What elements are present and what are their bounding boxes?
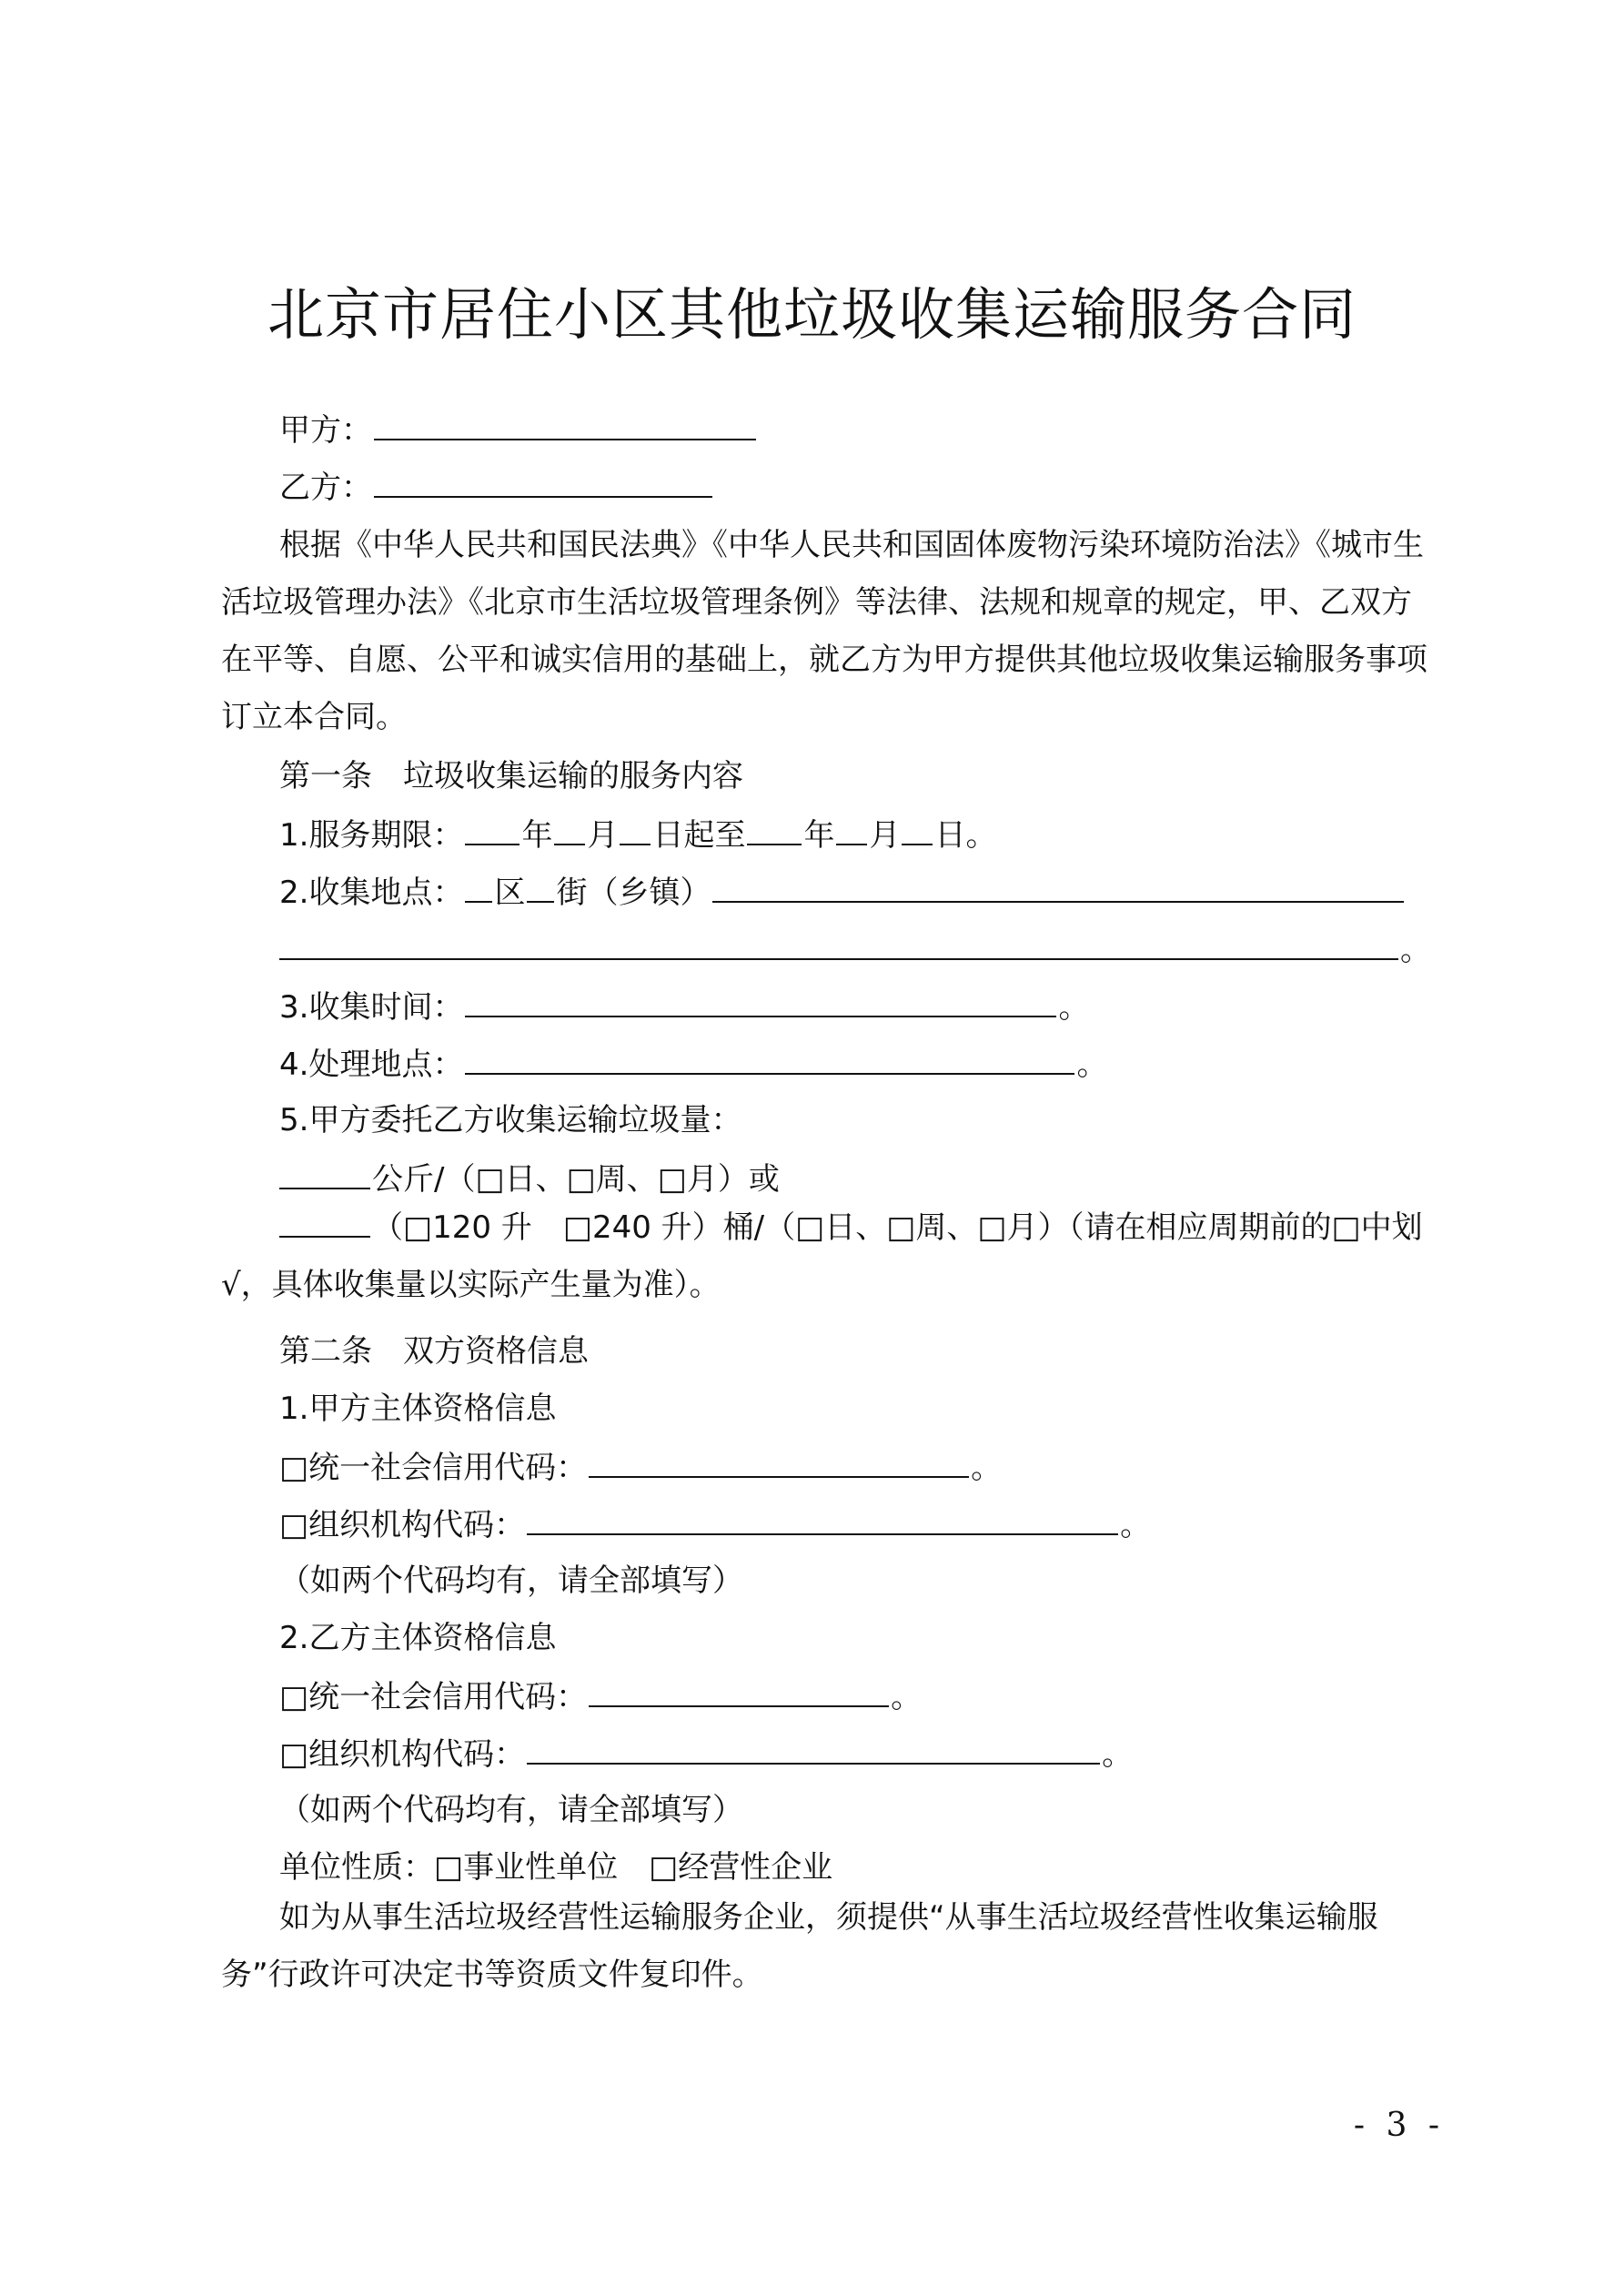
party-a-note: （如两个代码均有，请全部填写）	[279, 1563, 743, 1599]
start-year-blank[interactable]	[465, 813, 519, 845]
party-a-credit-code-blank[interactable]	[589, 1445, 969, 1478]
kg-quantity-blank[interactable]	[279, 1157, 370, 1189]
start-month-blank[interactable]	[554, 813, 585, 845]
period-text: 。	[1076, 1047, 1108, 1083]
service-term-line	[279, 813, 996, 856]
day-end-text: 日。	[934, 817, 997, 854]
period-text: 。	[1102, 1736, 1134, 1773]
party-b-info-heading: 2.乙方主体资格信息	[279, 1620, 557, 1656]
party-a-info-heading: 1.甲方主体资格信息	[279, 1391, 557, 1427]
party-a-org-code-blank[interactable]	[527, 1502, 1118, 1535]
party-b-label: 乙方：	[279, 470, 372, 506]
period-text: 。	[1058, 989, 1090, 1026]
party-b-note: （如两个代码均有，请全部填写）	[279, 1792, 743, 1828]
document-title: 北京市居住小区其他垃圾收集运输服务合同	[267, 281, 1357, 348]
address-continuation-line	[279, 927, 1431, 971]
period-text: 。	[891, 1679, 923, 1715]
org-code-label: □组织机构代码：	[279, 1507, 526, 1543]
kg-line-text: 公斤/（□日、□周、□月）或	[372, 1161, 780, 1198]
district-text: 区	[494, 875, 526, 911]
intro-paragraph: 根据《中华人民共和国民法典》《中华人民共和国固体废物污染环境防治法》《城市生活垃圾管理办法》《北京市生活垃圾管理条例》等法律、法规和规章的规定，甲、乙双方在平等、自愿、公平和诚实信用的基础上，就乙方为甲方提供其他垃圾收集运输服务事项订立本合同。	[221, 527, 1427, 735]
bucket-quantity-paragraph	[221, 1199, 1436, 1314]
start-day-blank[interactable]	[620, 813, 651, 845]
disposal-location-label: 4.处理地点：	[279, 1047, 464, 1083]
street-blank[interactable]	[527, 870, 554, 903]
month-text: 月	[587, 817, 619, 854]
end-day-blank[interactable]	[902, 813, 933, 845]
collection-time-label: 3.收集时间：	[279, 989, 464, 1026]
bucket-quantity-blank[interactable]	[279, 1205, 370, 1238]
collection-location-line	[279, 870, 1406, 914]
license-note-paragraph: 如为从事生活垃圾经营性运输服务企业，须提供“从事生活垃圾经营性收集运输服务”行政许可决定书等资质文件复印件。	[221, 1899, 1378, 1993]
collection-time-blank[interactable]	[465, 985, 1056, 1017]
party-b-org-code-blank[interactable]	[527, 1732, 1100, 1765]
party-b-credit-code-line	[279, 1674, 922, 1718]
disposal-location-blank[interactable]	[465, 1042, 1074, 1075]
bucket-line-text: （□120 升 □240 升）桶/（□日、□周、□月）（请在相应周期前的□中划√，具体收集量以实际产生量为准）。	[221, 1209, 1423, 1303]
party-b-blank[interactable]	[374, 465, 712, 498]
party-b-credit-code-blank[interactable]	[589, 1674, 889, 1707]
quantity-label: 5.甲方委托乙方收集运输垃圾量：	[279, 1102, 742, 1138]
credit-code-label: □统一社会信用代码：	[279, 1450, 588, 1486]
address-blank[interactable]	[712, 870, 1404, 903]
collection-location-label: 2.收集地点：	[279, 875, 464, 911]
service-term-label: 1.服务期限：	[279, 817, 464, 854]
org-code-label: □组织机构代码：	[279, 1736, 526, 1773]
end-year-text: 年	[803, 817, 835, 854]
party-b-line	[279, 465, 714, 509]
article1-heading: 第一条 垃圾收集运输的服务内容	[279, 758, 743, 794]
party-a-credit-code-line	[279, 1445, 1002, 1489]
collection-time-line	[279, 985, 1089, 1028]
year-text: 年	[521, 817, 553, 854]
period-text: 。	[1120, 1507, 1152, 1543]
page-number: - 3 -	[1353, 2107, 1445, 2144]
party-a-line	[279, 408, 758, 451]
credit-code-label: □统一社会信用代码：	[279, 1679, 588, 1715]
party-a-blank[interactable]	[374, 408, 756, 440]
period-text: 。	[971, 1450, 1003, 1486]
unit-nature-line[interactable]: 单位性质：□事业性单位 □经营性企业	[279, 1849, 833, 1886]
disposal-location-line	[279, 1042, 1107, 1086]
article2-heading: 第二条 双方资格信息	[279, 1333, 589, 1370]
street-text: 街（乡镇）	[556, 875, 711, 911]
kg-quantity-line	[279, 1157, 780, 1200]
day-from-text: 日起至	[652, 817, 746, 854]
district-blank[interactable]	[465, 870, 492, 903]
end-year-blank[interactable]	[747, 813, 802, 845]
party-a-org-code-line	[279, 1502, 1151, 1546]
period-text: 。	[1400, 932, 1431, 968]
end-month-blank[interactable]	[836, 813, 867, 845]
end-month-text: 月	[869, 817, 901, 854]
party-a-label: 甲方：	[279, 412, 372, 449]
address-blank-2[interactable]	[279, 927, 1398, 960]
party-b-org-code-line	[279, 1732, 1133, 1775]
